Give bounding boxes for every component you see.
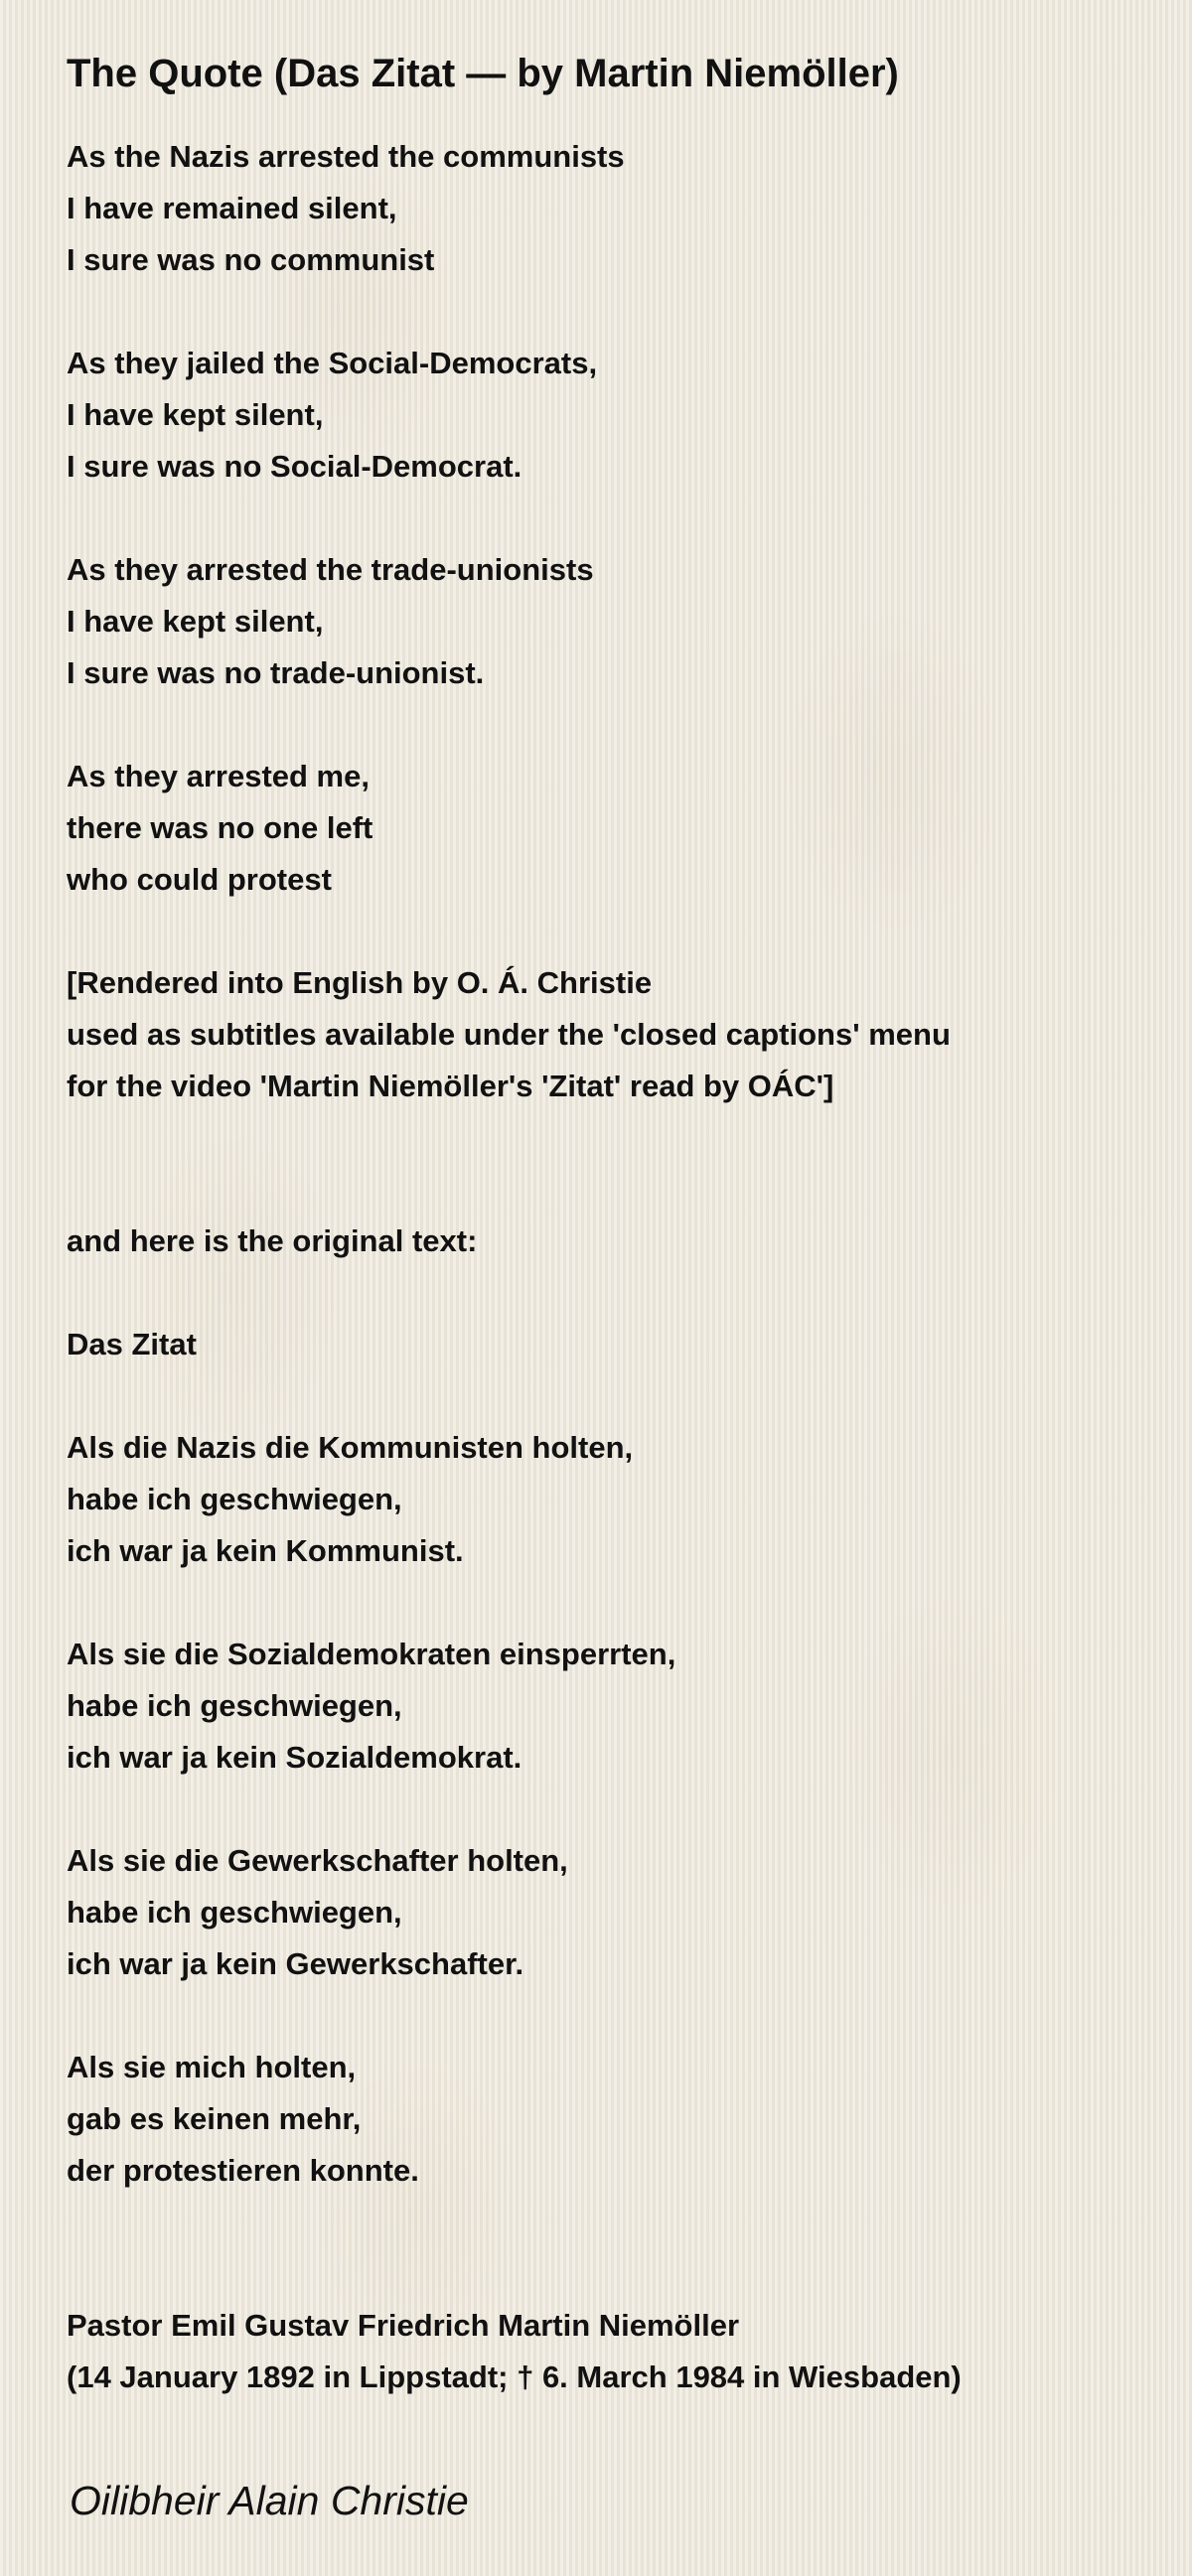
poem-line: ich war ja kein Sozialdemokrat. [67, 1740, 522, 1775]
stanza-gap [67, 699, 1132, 751]
poem-title: The Quote (Das Zitat — by Martin Niemöller) [67, 52, 899, 95]
poem-line: As they arrested me, [67, 759, 370, 793]
poem-line: I sure was no communist [67, 242, 435, 277]
poem-line: Als sie mich holten, [67, 2050, 357, 2084]
poem-line: gab es keinen mehr, [67, 2101, 362, 2136]
poem-line: Als sie die Gewerkschafter holten, [67, 1843, 568, 1878]
section-gap [67, 1112, 1132, 1216]
poem-body [67, 131, 1132, 2403]
original-stanza [67, 1422, 1132, 1577]
stanza [67, 751, 1132, 906]
stanza-gap [67, 1990, 1132, 2042]
poem-line: I sure was no Social-Democrat. [67, 449, 522, 484]
original-stanza [67, 1835, 1132, 1990]
poem-line: I sure was no trade-unionist. [67, 655, 485, 690]
poem-line: who could protest [67, 862, 332, 897]
original-title: Das Zitat [67, 1327, 197, 1361]
poem-line: I have kept silent, [67, 604, 324, 639]
original-intro: and here is the original text: [67, 1223, 478, 1258]
poem-line: [Rendered into English by O. Á. Christie [67, 965, 653, 1000]
original-stanza [67, 1629, 1132, 1784]
stanza [67, 338, 1132, 493]
poet-signature: Oilibheir Alain Christie [70, 2478, 469, 2523]
stanza-gap [67, 493, 1132, 544]
poem-line: As they arrested the trade-unionists [67, 552, 594, 587]
poem-line: for the video 'Martin Niemöller's 'Zitat' read by OÁC'] [67, 1069, 834, 1103]
poem-line: there was no one left [67, 810, 373, 845]
stanza-gap [67, 1267, 1132, 1319]
poem-line: habe ich geschwiegen, [67, 1895, 402, 1930]
section-gap [67, 2197, 1132, 2300]
stanza [67, 131, 1132, 286]
stanza-gap [67, 1577, 1132, 1629]
poem-line: used as subtitles available under the 'closed captions' menu [67, 1017, 951, 1052]
stanza-gap [67, 286, 1132, 338]
stanza-gap [67, 1370, 1132, 1422]
author-info [67, 2300, 1132, 2403]
stanza-gap [67, 906, 1132, 957]
poem-line: I have kept silent, [67, 397, 324, 432]
poem-line: habe ich geschwiegen, [67, 1482, 402, 1516]
poem-line: As the Nazis arrested the communists [67, 139, 625, 174]
poem-line: Als die Nazis die Kommunisten holten, [67, 1430, 634, 1465]
poem-line: der protestieren konnte. [67, 2153, 419, 2188]
poem-line: ich war ja kein Kommunist. [67, 1533, 464, 1568]
original-stanza [67, 2042, 1132, 2197]
stanza-gap [67, 1784, 1132, 1835]
translation-note [67, 957, 1132, 1112]
poem-line: I have remained silent, [67, 191, 397, 225]
author-dates: (14 January 1892 in Lippstadt; † 6. March 1984 in Wiesbaden) [67, 2360, 962, 2394]
author-name: Pastor Emil Gustav Friedrich Martin Niemöller [67, 2308, 740, 2343]
poem-line: As they jailed the Social-Democrats, [67, 346, 598, 380]
poem-line: habe ich geschwiegen, [67, 1688, 402, 1723]
poem-line: ich war ja kein Gewerkschafter. [67, 1946, 524, 1981]
stanza [67, 544, 1132, 699]
poem-line: Als sie die Sozialdemokraten einsperrten, [67, 1637, 676, 1671]
